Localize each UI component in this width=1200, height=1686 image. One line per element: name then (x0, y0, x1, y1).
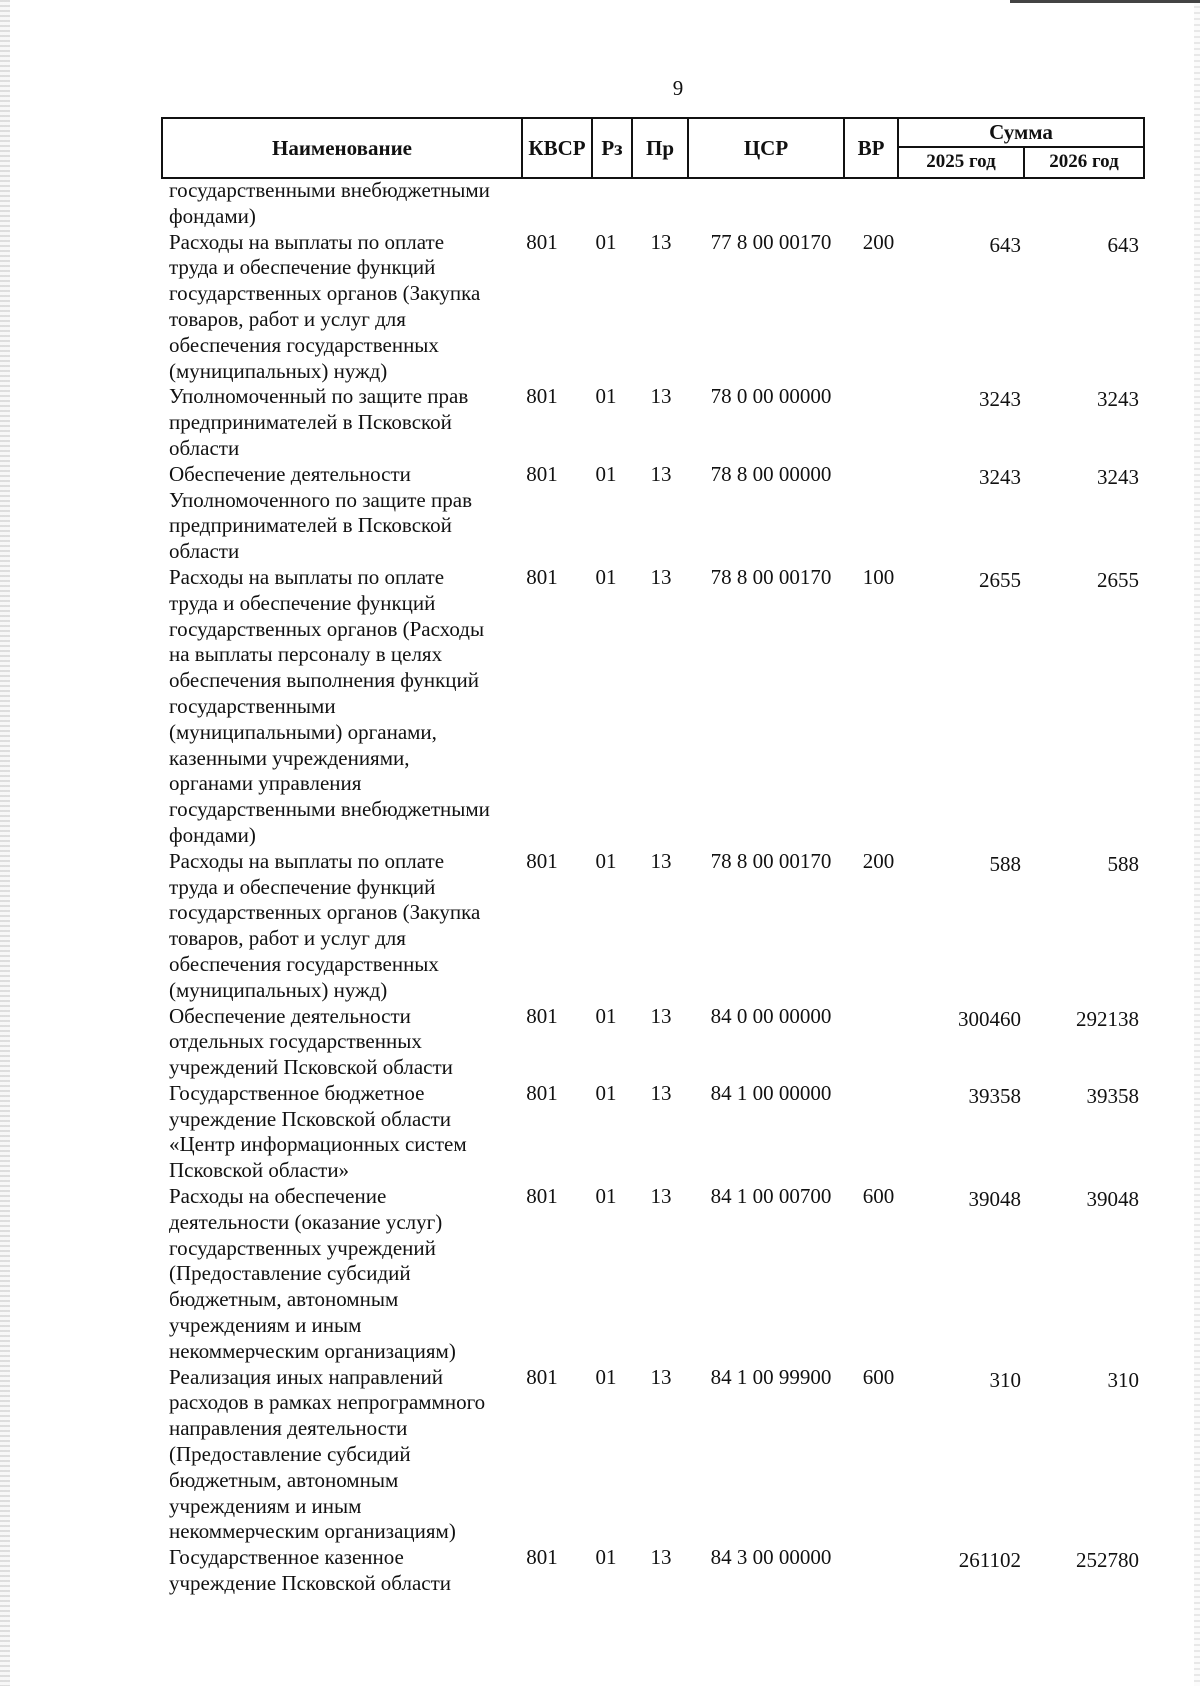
scan-edge-top (1010, 0, 1200, 3)
row-name-line: (Предоставление субсидий (169, 1442, 411, 1467)
cell-csr: 78 8 00 00000 (710, 461, 832, 486)
header-year-2025: 2025 год (898, 147, 1024, 178)
cell-kvsr: 801 (526, 229, 558, 254)
row-name-line: учреждение Псковской области (169, 1106, 452, 1131)
table-row (161, 230, 1143, 385)
table-header (161, 117, 1143, 179)
cell-rz: 01 (595, 1184, 617, 1209)
cell-pr: 13 (650, 1080, 672, 1105)
row-name-line: Реализация иных направлений (169, 1364, 444, 1389)
row-name-line: Обеспечение деятельности (169, 1003, 411, 1028)
table-row (161, 565, 1143, 849)
row-name-line: деятельности (оказание услуг) (169, 1209, 443, 1234)
cell-s2025: 643 (989, 232, 1021, 257)
cell-pr: 13 (650, 461, 672, 486)
cell-s2025: 2655 (979, 567, 1021, 592)
row-name-line: Государственное бюджетное (169, 1080, 425, 1105)
cell-s2025: 588 (989, 851, 1021, 876)
cell-s2026: 3243 (1097, 387, 1139, 412)
header-rz: Рз (592, 118, 632, 178)
cell-rz: 01 (595, 1545, 617, 1570)
row-name-line: (муниципальных) нужд) (169, 358, 388, 383)
row-name-line: государственными внебюджетными (169, 178, 490, 202)
row-name-line: Расходы на выплаты по оплате (169, 564, 445, 589)
cell-kvsr: 801 (526, 461, 558, 486)
row-name-line: области (169, 539, 240, 564)
table-row (161, 462, 1143, 565)
cell-csr: 78 8 00 00170 (710, 848, 832, 873)
scan-edge-right (1194, 0, 1200, 1686)
cell-kvsr: 801 (526, 1080, 558, 1105)
row-name-line: предпринимателей в Псковской (169, 513, 452, 538)
row-name (161, 1081, 514, 1184)
cell-csr: 84 1 00 00000 (710, 1080, 832, 1105)
cell-s2025: 261102 (958, 1548, 1021, 1573)
row-name-line: Уполномоченного по защите прав (169, 487, 472, 512)
row-name-line: предпринимателей в Псковской (169, 410, 452, 435)
row-name-line: обеспечения государственных (169, 951, 439, 976)
row-name-line: Уполномоченный по защите прав (169, 384, 469, 409)
cell-pr: 13 (650, 1184, 672, 1209)
cell-s2025: 3243 (979, 387, 1021, 412)
row-name (161, 565, 514, 849)
cell-vr: 200 (862, 229, 895, 254)
cell-rz: 01 (595, 1364, 617, 1389)
header-kvsr: КВСР (522, 118, 592, 178)
cell-kvsr: 801 (526, 384, 558, 409)
row-name-line: Псковской области» (169, 1158, 350, 1183)
cell-pr: 13 (650, 564, 672, 589)
row-name (161, 178, 514, 230)
cell-kvsr: 801 (526, 1545, 558, 1570)
row-name-line: бюджетным, автономным (169, 1287, 399, 1312)
row-name-line: государственными (169, 693, 336, 718)
row-name-line: на выплаты персоналу в целях (169, 642, 443, 667)
cell-csr: 77 8 00 00170 (710, 229, 832, 254)
row-name-line: государственных учреждений (169, 1235, 436, 1260)
row-name-line: некоммерческим организациям) (169, 1338, 456, 1363)
row-name-line: органами управления (169, 771, 362, 796)
row-name-line: фондами) (169, 822, 256, 847)
cell-rz: 01 (595, 564, 617, 589)
table-row (161, 1081, 1143, 1184)
table-row (161, 1184, 1143, 1365)
cell-s2026: 39358 (1086, 1083, 1139, 1108)
row-name-line: государственных органов (Закупка (169, 900, 481, 925)
header-csr: ЦСР (688, 118, 844, 178)
table-row (161, 178, 1143, 230)
cell-csr: 78 8 00 00170 (710, 564, 832, 589)
row-name-line: (муниципальных) нужд) (169, 977, 388, 1002)
row-name-line: (Предоставление субсидий (169, 1261, 411, 1286)
row-name-line: товаров, работ и услуг для (169, 926, 406, 951)
row-name-line: фондами) (169, 203, 256, 228)
row-name (161, 849, 514, 1004)
cell-kvsr: 801 (526, 1364, 558, 1389)
row-name-line: труда и обеспечение функций (169, 255, 436, 280)
row-name (161, 230, 514, 385)
cell-kvsr: 801 (526, 1003, 558, 1028)
scan-edge-left (0, 0, 10, 1686)
cell-pr: 13 (650, 1003, 672, 1028)
cell-kvsr: 801 (526, 1184, 558, 1209)
cell-s2026: 39048 (1086, 1187, 1139, 1212)
row-name (161, 462, 514, 565)
row-name (161, 1004, 514, 1081)
row-name (161, 1184, 514, 1365)
row-name-line: государственных органов (Закупка (169, 281, 481, 306)
row-name (161, 384, 514, 461)
row-name (161, 1545, 514, 1597)
row-name-line: «Центр информационных систем (169, 1132, 467, 1157)
cell-rz: 01 (595, 384, 617, 409)
table-row (161, 1545, 1143, 1597)
cell-s2026: 2655 (1097, 567, 1139, 592)
row-name-line: казенными учреждениями, (169, 745, 410, 770)
cell-kvsr: 801 (526, 848, 558, 873)
cell-s2025: 39048 (968, 1187, 1021, 1212)
header-vr: ВР (844, 118, 898, 178)
cell-csr: 84 1 00 00700 (710, 1184, 832, 1209)
cell-vr: 600 (862, 1364, 895, 1389)
row-name-line: труда и обеспечение функций (169, 590, 436, 615)
row-name-line: отдельных государственных (169, 1029, 422, 1054)
table-body (161, 178, 1143, 1597)
cell-s2026: 310 (1107, 1367, 1139, 1392)
table-row (161, 1365, 1143, 1546)
cell-vr: 600 (862, 1184, 895, 1209)
header-sum: Сумма (898, 118, 1144, 147)
cell-s2026: 643 (1107, 232, 1139, 257)
cell-rz: 01 (595, 848, 617, 873)
table-row (161, 384, 1143, 461)
row-name-line: товаров, работ и услуг для (169, 306, 406, 331)
cell-rz: 01 (595, 1003, 617, 1028)
cell-s2026: 3243 (1097, 464, 1139, 489)
cell-rz: 01 (595, 229, 617, 254)
row-name-line: учреждение Псковской области (169, 1571, 452, 1596)
cell-s2025: 310 (989, 1367, 1021, 1392)
row-name-line: (муниципальными) органами, (169, 719, 437, 744)
cell-pr: 13 (650, 1364, 672, 1389)
row-name-line: бюджетным, автономным (169, 1467, 399, 1492)
cell-rz: 01 (595, 461, 617, 486)
header-year-2026: 2026 год (1024, 147, 1144, 178)
cell-csr: 78 0 00 00000 (710, 384, 832, 409)
row-name-line: учреждениям и иным (169, 1313, 362, 1338)
row-name-line: Расходы на выплаты по оплате (169, 848, 445, 873)
cell-pr: 13 (650, 1545, 672, 1570)
header-pr: Пр (632, 118, 688, 178)
table-row (161, 849, 1143, 1004)
cell-kvsr: 801 (526, 564, 558, 589)
row-name-line: учреждениям и иным (169, 1493, 362, 1518)
cell-vr: 200 (862, 848, 895, 873)
row-name-line: Расходы на обеспечение (169, 1184, 387, 1209)
cell-s2026: 588 (1107, 851, 1139, 876)
cell-s2025: 300460 (958, 1006, 1021, 1031)
row-name-line: некоммерческим организациям) (169, 1519, 456, 1544)
row-name-line: Расходы на выплаты по оплате (169, 229, 445, 254)
row-name-line: направления деятельности (169, 1416, 408, 1441)
cell-pr: 13 (650, 229, 672, 254)
page-number: 9 (672, 76, 684, 100)
row-name-line: области (169, 435, 240, 460)
header-name: Наименование (162, 118, 522, 178)
row-name-line: расходов в рамках непрограммного (169, 1390, 486, 1415)
cell-pr: 13 (650, 384, 672, 409)
row-name-line: государственных органов (Расходы (169, 616, 485, 641)
cell-s2025: 3243 (979, 464, 1021, 489)
row-name (161, 1365, 514, 1546)
cell-s2026: 252780 (1076, 1548, 1139, 1573)
cell-vr: 100 (862, 564, 895, 589)
cell-s2026: 292138 (1076, 1006, 1139, 1031)
cell-csr: 84 0 00 00000 (710, 1003, 832, 1028)
row-name-line: учреждений Псковской области (169, 1055, 453, 1080)
cell-csr: 84 1 00 99900 (710, 1364, 832, 1389)
row-name-line: Обеспечение деятельности (169, 461, 411, 486)
cell-pr: 13 (650, 848, 672, 873)
cell-csr: 84 3 00 00000 (710, 1545, 832, 1570)
row-name-line: обеспечения выполнения функций (169, 668, 480, 693)
row-name-line: обеспечения государственных (169, 332, 439, 357)
row-name-line: Государственное казенное (169, 1545, 404, 1570)
row-name-line: государственными внебюджетными (169, 797, 490, 822)
table-row (161, 1004, 1143, 1081)
cell-rz: 01 (595, 1080, 617, 1105)
cell-s2025: 39358 (968, 1083, 1021, 1108)
row-name-line: труда и обеспечение функций (169, 874, 436, 899)
